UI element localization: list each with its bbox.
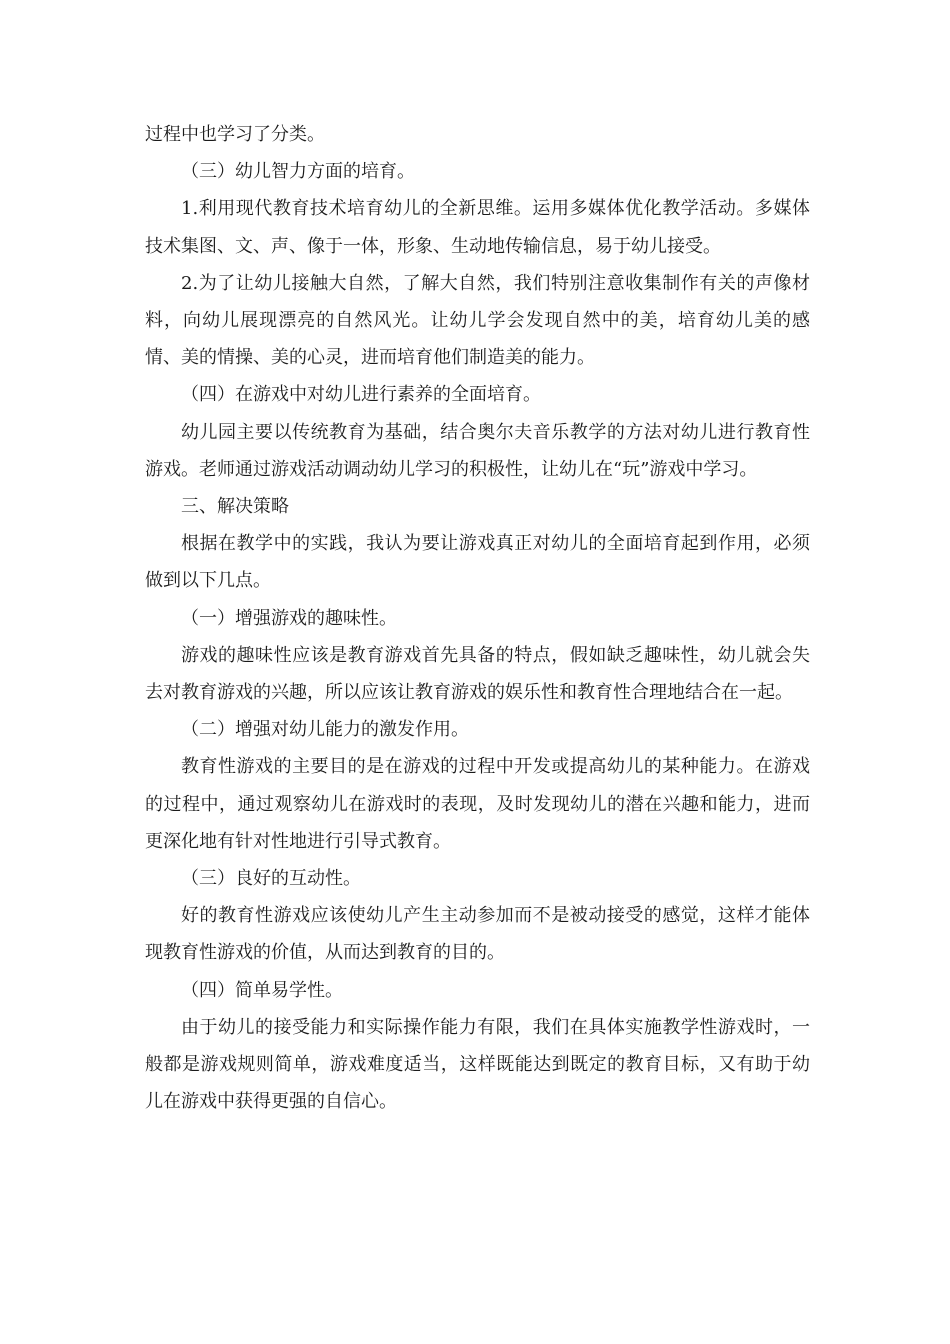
paragraph-continuation: 过程中也学习了分类。 (145, 124, 325, 145)
paragraph-interaction: 好的教育性游戏应该使幼儿产生主动参加而不是被动接受的感觉，这样才能体现教育性游戏的价值，从而达到教育的目的。 (145, 905, 810, 964)
paragraph-multimedia: 1.利用现代教育技术培育幼儿的全新思维。运用多媒体优化教学活动。多媒体技术集图、文、声、像于一体，形象、生动地传输信息，易于幼儿接受。 (145, 198, 810, 257)
section-heading-fun: （一）增强游戏的趣味性。 (181, 607, 397, 629)
paragraph-simplicity: 由于幼儿的接受能力和实际操作能力有限，我们在具体实施教学性游戏时，一般都是游戏规则简单，游戏难度适当，这样既能达到既定的教育目标，又有助于幼儿在游戏中获得更强的自信心。 (145, 1016, 810, 1113)
paragraph-practice: 根据在教学中的实践，我认为要让游戏真正对幼儿的全面培育起到作用，必须做到以下几点。 (145, 533, 810, 592)
document-body (145, 116, 810, 1120)
section-heading-interaction: （三）良好的互动性。 (181, 868, 361, 890)
section-heading-simplicity: （四）简单易学性。 (181, 979, 343, 1001)
paragraph-kindergarten: 幼儿园主要以传统教育为基础，结合奥尔夫音乐教学的方法对幼儿进行教育性游戏。老师通过游戏活动调动幼儿学习的积极性，让幼儿在“玩”游戏中学习。 (145, 421, 810, 480)
paragraph-fun: 游戏的趣味性应该是教育游戏首先具备的特点，假如缺乏趣味性，幼儿就会失去对教育游戏的兴趣，所以应该让教育游戏的娱乐性和教育性合理地结合在一起。 (145, 644, 810, 704)
section-heading-intellect: （三）幼儿智力方面的培育。 (181, 161, 415, 183)
paragraph-nature: 2.为了让幼儿接触大自然，了解大自然，我们特别注意收集制作有关的声像材料，向幼儿展现漂亮的自然风光。让幼儿学会发现自然中的美，培育幼儿美的感情、美的情操、美的心灵，进而培育他们制造美的能力。 (145, 272, 810, 369)
paragraph-ability: 教育性游戏的主要目的是在游戏的过程中开发或提高幼儿的某种能力。在游戏的过程中，通过观察幼儿在游戏时的表现，及时发现幼儿的潜在兴趣和能力，进而更深化地有针对性地进行引导式教育。 (145, 756, 810, 852)
section-heading-games: （四）在游戏中对幼儿进行素养的全面培育。 (181, 384, 541, 406)
section-heading-ability: （二）增强对幼儿能力的激发作用。 (181, 719, 469, 741)
section-heading-strategies: 三、解决策略 (181, 496, 289, 518)
